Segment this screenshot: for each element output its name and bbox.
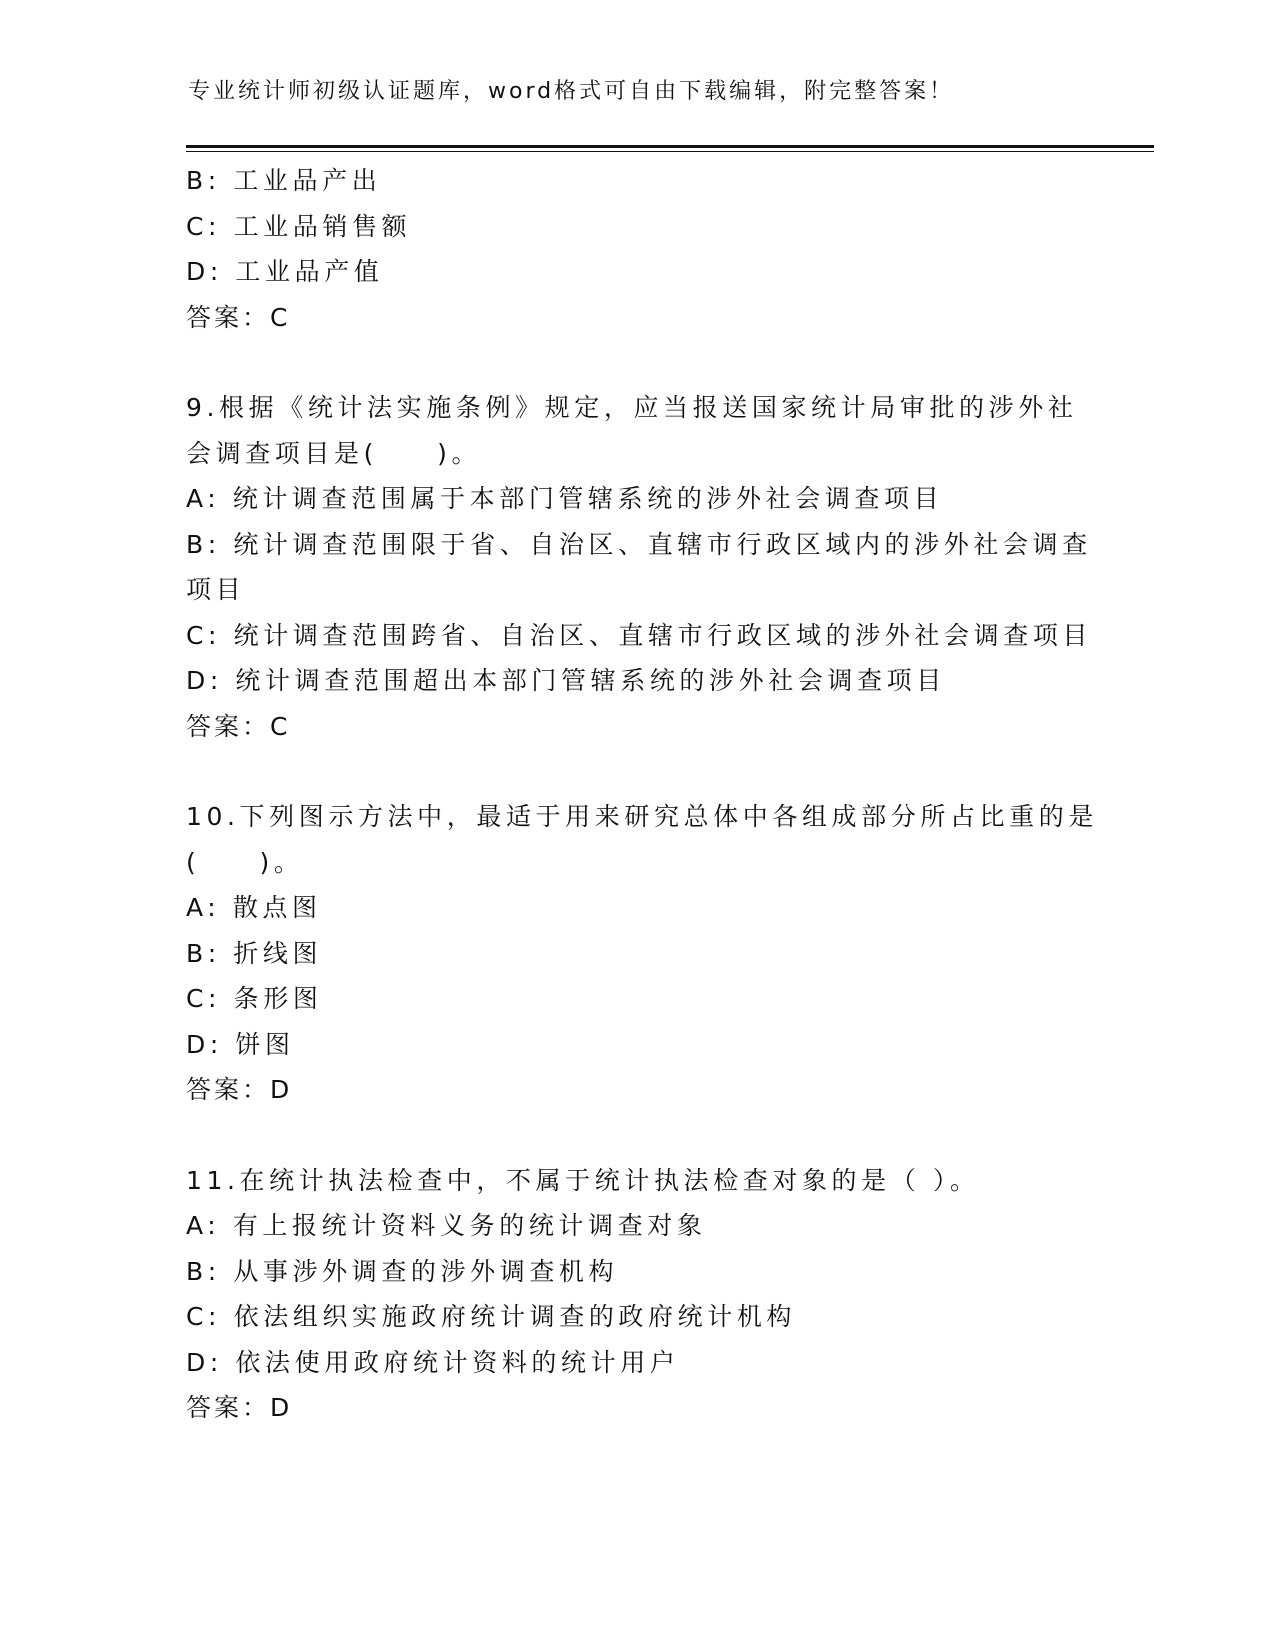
question-stem: 11.在统计执法检查中，不属于统计执法检查对象的是（ ）。 xyxy=(186,1165,980,1195)
option-line: C: 工业品销售额 xyxy=(186,211,412,241)
header-rule-thick xyxy=(186,145,1154,148)
option-line: B: 统计调查范围限于省、自治区、直辖市行政区域内的涉外社会调查 xyxy=(186,529,1092,559)
option-line: A: 散点图 xyxy=(186,893,322,922)
spacer xyxy=(186,1113,1086,1158)
spacer xyxy=(186,340,1086,385)
option-line: C: 条形图 xyxy=(186,984,323,1013)
option-line: 项目 xyxy=(186,575,246,604)
option-line: A: 统计调查范围属于本部门管辖系统的涉外社会调查项目 xyxy=(186,484,944,513)
answer-line: 答案：D xyxy=(186,1075,293,1104)
question-stem: 会调查项目是( )。 xyxy=(186,438,482,468)
prev-question xyxy=(186,158,1086,340)
spacer xyxy=(186,749,1086,794)
header-rule-thin xyxy=(186,151,1154,152)
document-body xyxy=(186,158,1098,1431)
question-10 xyxy=(186,794,1098,1113)
question-stem: ( )。 xyxy=(186,847,304,877)
option-line: B: 工业品产出 xyxy=(186,166,382,195)
option-line: B: 从事涉外调查的涉外调查机构 xyxy=(186,1256,619,1286)
option-line: B: 折线图 xyxy=(186,938,323,968)
option-line: C: 统计调查范围跨省、自治区、直辖市行政区域的涉外社会调查项目 xyxy=(186,620,1093,650)
page-header: 专业统计师初级认证题库，word格式可自由下载编辑，附完整答案！ xyxy=(188,79,955,104)
question-stem: 9.根据《统计法实施条例》规定，应当报送国家统计局审批的涉外社 xyxy=(186,393,1078,422)
answer-line: 答案：D xyxy=(186,1393,293,1422)
answer-line: 答案：C xyxy=(186,302,291,332)
option-line: C: 依法组织实施政府统计调查的政府统计机构 xyxy=(186,1302,797,1331)
option-line: D: 统计调查范围超出本部门管辖系统的涉外社会调查项目 xyxy=(186,666,946,695)
option-line: D: 工业品产值 xyxy=(186,257,384,286)
question-stem: 10.下列图示方法中，最适于用来研究总体中各组成部分所占比重的是 xyxy=(186,802,1098,831)
question-11 xyxy=(186,1158,1086,1431)
option-line: D: 依法使用政府统计资料的统计用户 xyxy=(186,1347,680,1377)
option-line: A: 有上报统计资料义务的统计调查对象 xyxy=(186,1211,707,1240)
option-line: D: 饼图 xyxy=(186,1029,295,1059)
question-9 xyxy=(186,385,1093,749)
answer-line: 答案：C xyxy=(186,711,291,741)
